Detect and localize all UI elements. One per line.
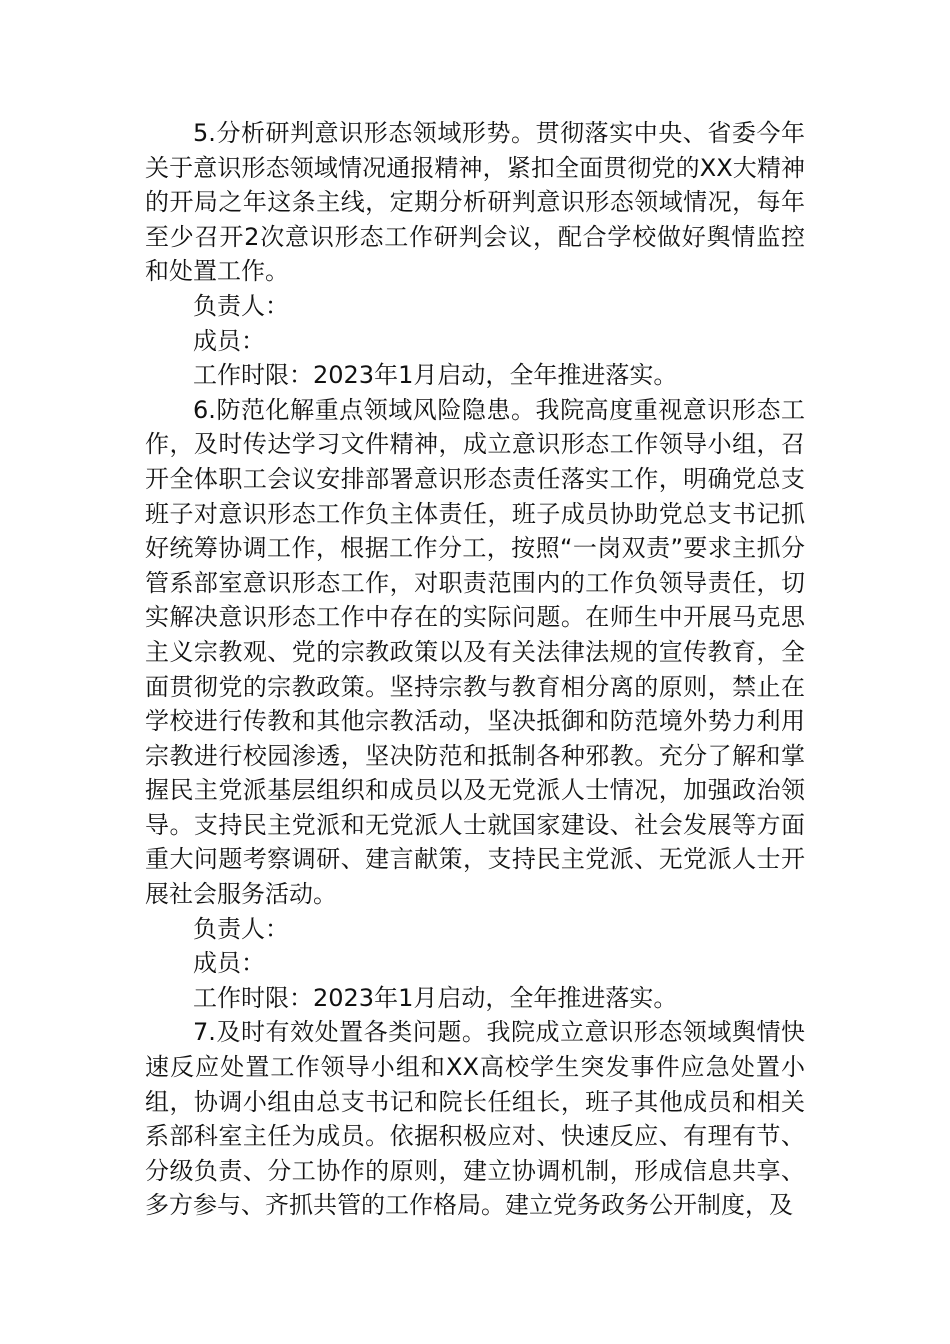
members-label: 成员： <box>193 326 265 355</box>
members-label: 成员： <box>193 949 265 978</box>
deadline-line: 工作时限：2023年1月启动，全年推进落实。 <box>193 361 678 390</box>
paragraph-item-5: 5.分析研判意识形态领域形势。贯彻落实中央、省委今年关于意识形态领域情况通报精神，紧扣全面贯彻党的XX大精神的开局之年这条主线，定期分析研判意识形态领域情况，每年至少召开2次意识形态工作研判会议，配合学校做好舆情监控和处置工作。 <box>145 119 805 286</box>
responsible-person-label: 负责人： <box>193 914 289 943</box>
paragraph-item-6: 6.防范化解重点领域风险隐患。我院高度重视意识形态工作，及时传达学习文件精神，成立意识形态工作领导小组，召开全体职工会议安排部署意识形态责任落实工作，明确党总支班子对意识形态工作负主体责任，班子成员协助党总支书记抓好统筹协调工作，根据工作分工，按照“一岗双责”要求主抓分管系部室意识形态工作，对职责范围内的工作负领导责任，切实解决意识形态工作中存在的实际问题。在师生中开展马克思主义宗教观、党的宗教政策以及有关法律法规的宣传教育，全面贯彻党的宗教政策。坚持宗教与教育相分离的原则，禁止在学校进行传教和其他宗教活动，坚决抵御和防范境外势力利用宗教进行校园渗透，坚决防范和抵制各种邪教。充分了解和掌握民主党派基层组织和成员以及无党派人士情况，加强政治领导。支持民主党派和无党派人士就国家建设、社会发展等方面重大问题考察调研、建言献策，支持民主党派、无党派人士开展社会服务活动。 <box>145 395 805 909</box>
document-body <box>145 116 805 1223</box>
responsible-person-label: 负责人： <box>193 291 289 320</box>
paragraph-item-7: 7.及时有效处置各类问题。我院成立意识形态领域舆情快速反应处置工作领导小组和XX高校学生突发事件应急处置小组，协调小组由总支书记和院长任组长，班子其他成员和相关系部科室主任为成员。依据积极应对、快速反应、有理有节、分级负责、分工协作的原则，建立协调机制，形成信息共享、多方参与、齐抓共管的工作格局。建立党务政务公开制度，及 <box>145 1018 805 1220</box>
deadline-line: 工作时限：2023年1月启动，全年推进落实。 <box>193 983 678 1012</box>
